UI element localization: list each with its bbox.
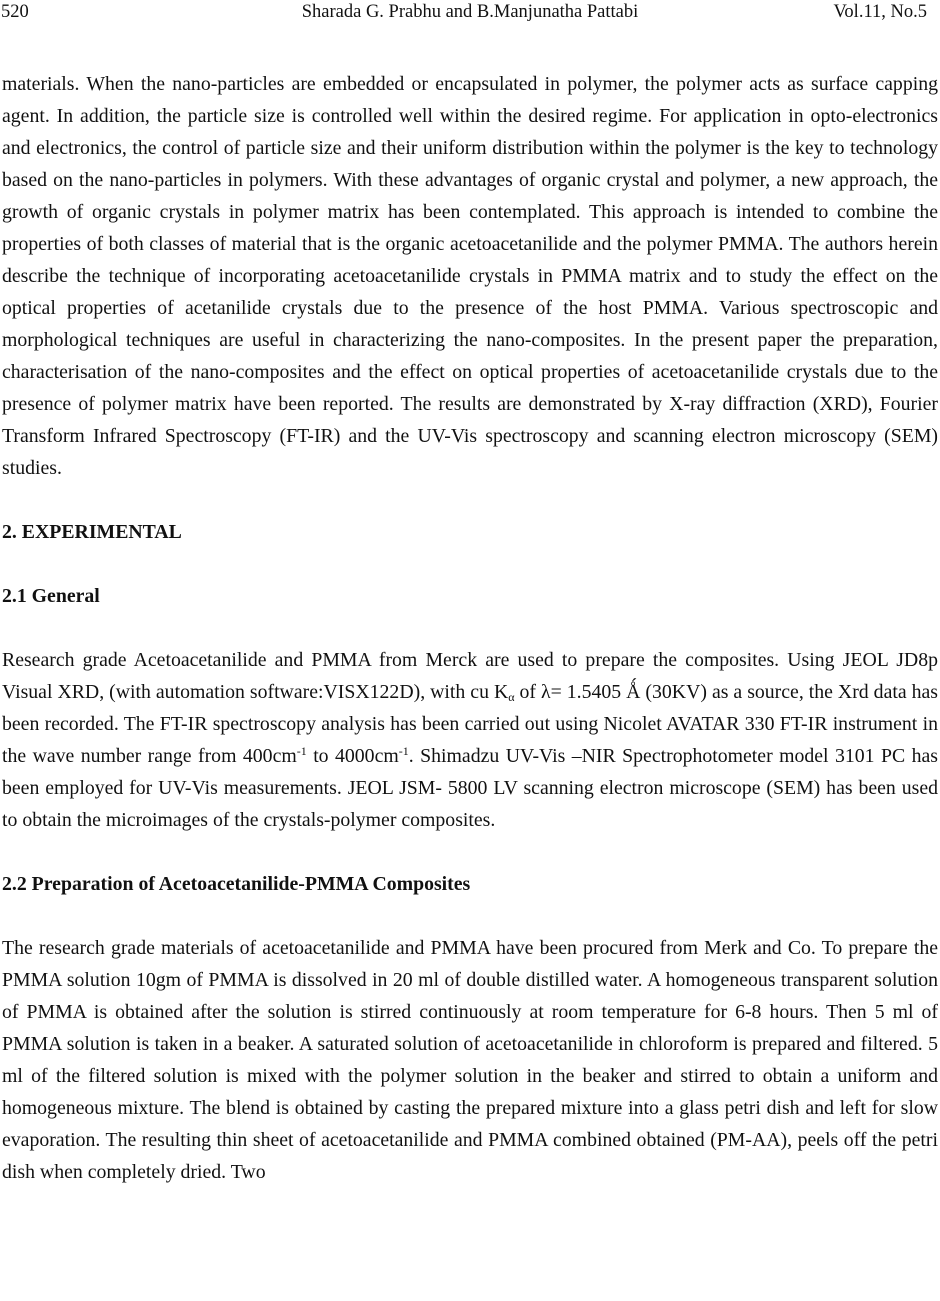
wavenumber-exponent-2: -1 — [398, 744, 409, 758]
subsection-heading-preparation: 2.2 Preparation of Acetoacetanilide-PMMA Composites — [2, 873, 471, 895]
spacer — [2, 612, 938, 644]
section-heading-experimental: 2. EXPERIMENTAL — [2, 521, 182, 543]
spacer — [2, 836, 938, 868]
lambda-symbol: λ — [541, 681, 551, 703]
wavenumber-exponent-1: -1 — [296, 744, 307, 758]
general-paragraph — [2, 644, 938, 836]
running-header-volume: Vol.11, No.5 — [833, 2, 927, 22]
subsection-heading-general: 2.1 General — [2, 585, 100, 607]
intro-paragraph: materials. When the nano-particles are embedded or encapsulated in polymer, the polymer acts as surface capping agent. In addition, the particle size is controlled well within the desired regime. For application in opto-electronics and electronics, the control of particle size and their uniform distribution within the polymer is the key to technology based on the nano-particles in polymers. With these advantages of organic crystal and polymer, a new approach, the growth of organic crystals in polymer matrix has been contemplated. This approach is intended to combine the properties of both classes of material that is the organic acetoacetanilide and the polymer PMMA. The authors herein describe the technique of incorporating acetoacetanilide crystals in PMMA matrix and to study the effect on the optical properties of acetanilide crystals due to the presence of the host PMMA. Various spectroscopic and morphological techniques are useful in characterizing the nano-composites. In the present paper the preparation, characterisation of the nano-composites and the effect on optical properties of acetoacetanilide crystals due to the presence of polymer matrix have been reported. The results are demonstrated by X-ray diffraction (XRD), Fourier Transform Infrared Spectroscopy (FT-IR) and the UV-Vis spectroscopy and scanning electron microscopy (SEM) studies. — [2, 73, 938, 479]
general-text-2: of — [514, 681, 542, 703]
general-text-1: Research grade Acetoacetanilide and PMMA from Merck are used to prepare the composites. Using JEOL JD8p Visual XRD, (with automation software:VISX122D), with cu K — [2, 649, 938, 703]
running-header — [0, 0, 940, 40]
running-header-authors: Sharada G. Prabhu and B.Manjunatha Pattabi — [301, 2, 639, 22]
general-text-4: to 4000cm — [306, 745, 399, 767]
spacer — [2, 548, 938, 580]
general-text-3: = 1.5405 Ǻ (30KV) as a source, the Xrd data has been recorded. The FT-IR spectroscopy analysis has been carried out using Nicolet AVATAR 330 FT-IR instrument in the wave number range from 400cm — [2, 681, 938, 767]
preparation-paragraph: The research grade materials of acetoacetanilide and PMMA have been procured from Merk and Co. To prepare the PMMA solution 10gm of PMMA is dissolved in 20 ml of double distilled water. A homogeneous transparent solution of PMMA is obtained after the solution is stirred continuously at room temperature for 6-8 hours. Then 5 ml of PMMA solution is taken in a beaker. A saturated solution of acetoacetanilide in chloroform is prepared and filtered. 5 ml of the filtered solution is mixed with the polymer solution in the beaker and stirred to obtain a uniform and homogeneous mixture. The blend is obtained by casting the prepared mixture into a glass petri dish and left for slow evaporation. The resulting thin sheet of acetoacetanilide and PMMA combined obtained (PM-AA), peels off the petri dish when completely dried. Two — [2, 937, 938, 1183]
page-number: 520 — [1, 2, 29, 22]
spacer — [2, 900, 938, 932]
general-text-5: . Shimadzu UV-Vis –NIR Spectrophotometer model 3101 PC has been employed for UV-Vis measurements. JEOL JSM- 5800 LV scanning electron microscope (SEM) has been used to obtain the microimages of the crystals-polymer composites. — [2, 745, 938, 831]
spacer — [2, 484, 938, 516]
article-body — [2, 68, 938, 1188]
k-alpha-subscript: α — [508, 690, 515, 704]
